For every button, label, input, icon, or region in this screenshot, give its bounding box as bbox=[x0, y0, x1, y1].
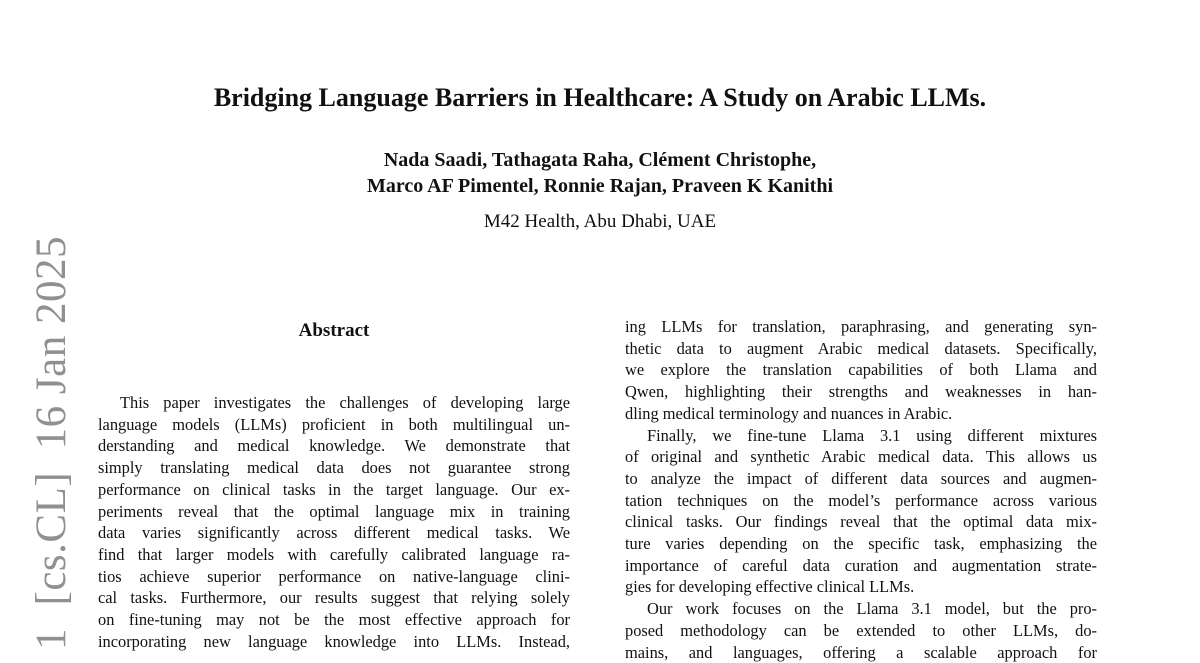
text-line: cal tasks. Furthermore, our results suggest that relying solely bbox=[98, 588, 570, 608]
text-line: importance of careful data curation and augmentation strate- bbox=[625, 555, 1097, 575]
text-line: derstanding and medical knowledge. We demonstrate that bbox=[98, 436, 570, 456]
authors-block bbox=[0, 147, 1200, 199]
text-line: find that larger models with carefully calibrated language ra- bbox=[98, 544, 570, 564]
text-line: performance on clinical tasks in the target language. Our ex- bbox=[98, 479, 570, 499]
text-line: clinical tasks. Our findings reveal that the optimal data mix- bbox=[625, 512, 1097, 532]
text-line: to analyze the impact of different data sources and augmen- bbox=[625, 468, 1097, 488]
abstract-heading: Abstract bbox=[298, 320, 370, 341]
paper-title: Bridging Language Barriers in Healthcare: A Study on Arabic LLMs. bbox=[213, 83, 987, 112]
authors-line-2: Marco AF Pimentel, Ronnie Rajan, Praveen K Kanithi bbox=[366, 175, 834, 197]
text-line: ing LLMs for translation, paraphrasing, and generating syn- bbox=[625, 317, 1097, 336]
text-line: posed methodology can be extended to other LLMs, do- bbox=[625, 620, 1097, 640]
text-line: on fine-tuning may not be the most effective approach for bbox=[98, 610, 570, 630]
text-line: of original and synthetic Arabic medical data. This allows us bbox=[625, 447, 1097, 467]
text-line: thetic data to augment Arabic medical datasets. Specifically, bbox=[625, 338, 1097, 358]
text-line: mains, and languages, offering a scalable approach for bbox=[625, 642, 1097, 662]
text-line: language models (LLMs) proficient in both multilingual un- bbox=[98, 414, 570, 434]
text-line: tios achieve superior performance on native-language clini- bbox=[98, 566, 570, 586]
text-line: gies for developing effective clinical LLMs. bbox=[625, 577, 915, 597]
text-line: tation techniques on the model’s performance across various bbox=[625, 490, 1097, 510]
text-line: incorporating new language knowledge into LLMs. Instead, bbox=[98, 631, 570, 651]
affiliation: M42 Health, Abu Dhabi, UAE bbox=[483, 211, 717, 232]
abstract-body bbox=[98, 392, 570, 652]
text-line: simply translating medical data does not guarantee strong bbox=[98, 458, 570, 478]
authors-line-1: Nada Saadi, Tathagata Raha, Clément Christophe, bbox=[383, 149, 817, 171]
text-line: periments reveal that the optimal language mix in training bbox=[98, 501, 570, 521]
right-column-body bbox=[625, 316, 1097, 663]
text-line: we explore the translation capabilities of both Llama and bbox=[625, 360, 1097, 380]
text-line: data varies significantly across different medical tasks. We bbox=[98, 523, 570, 543]
text-line: This paper investigates the challenges of developing large bbox=[120, 393, 570, 412]
text-line: Finally, we fine-tune Llama 3.1 using different mixtures bbox=[647, 425, 1097, 445]
arxiv-watermark: 1 [cs.CL] 16 Jan 2025 bbox=[28, 236, 75, 650]
text-line: Qwen, highlighting their strengths and weaknesses in han- bbox=[625, 382, 1097, 402]
text-line: ture varies depending on the specific task, emphasizing the bbox=[625, 534, 1097, 554]
text-line: dling medical terminology and nuances in Arabic. bbox=[625, 403, 953, 423]
text-line: Our work focuses on the Llama 3.1 model, but the pro- bbox=[647, 599, 1097, 619]
